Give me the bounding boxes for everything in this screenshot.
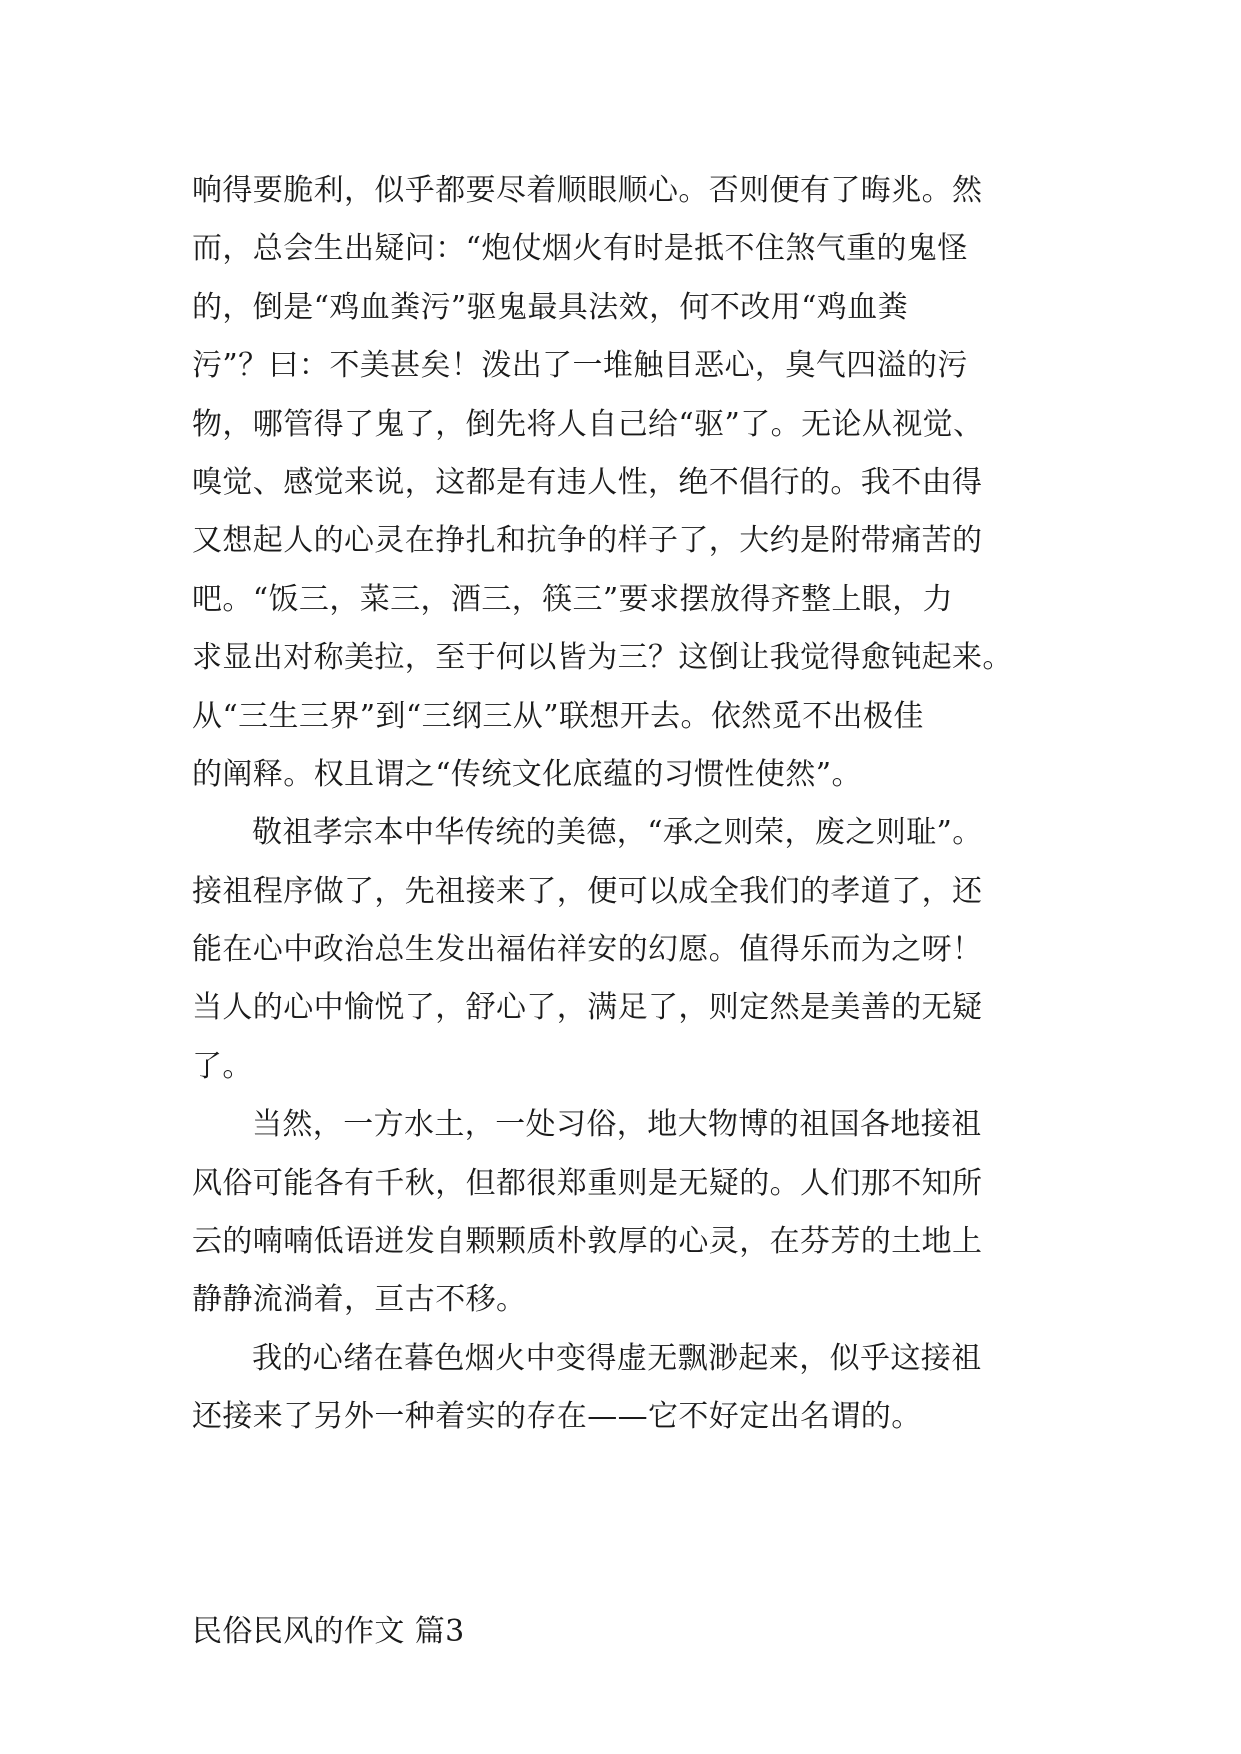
section-heading: 民俗民风的作文 篇3 [192,1614,465,1649]
text-line: 又想起人的心灵在挣扎和抗争的样子了，大约是附带痛苦的 [192,523,983,559]
text-line: 云的喃喃低语迸发自颗颗质朴敦厚的心灵，在芬芳的土地上 [192,1224,983,1260]
text-line: 污”？曰：不美甚矣！泼出了一堆触目恶心，臭气四溢的污 [192,348,968,384]
text-line: 能在心中政治总生发出福佑祥安的幻愿。值得乐而为之呀！ [192,932,983,968]
paragraph-start-line: 当然，一方水土，一处习俗，地大物博的祖国各地接祖 [252,1107,982,1143]
text-line: 响得要脆利，似乎都要尽着顺眼顺心。否则便有了晦兆。然 [192,173,983,208]
text-line: 静静流淌着，亘古不移。 [192,1282,527,1318]
text-line: 接祖程序做了，先祖接来了，便可以成全我们的孝道了，还 [192,873,983,909]
text-line: 物，哪管得了鬼了，倒先将人自己给“驱”了。无论从视觉、 [192,406,984,442]
document-body [192,162,1052,1447]
text-line: 嗅觉、感觉来说，这都是有违人性，绝不倡行的。我不由得 [192,464,983,500]
text-line: 风俗可能各有千秋，但都很郑重则是无疑的。人们那不知所 [192,1165,983,1201]
text-line: 吧。“饭三，菜三，酒三，筷三”要求摆放得齐整上眼，力 [192,581,954,617]
paragraph-start-line: 敬祖孝宗本中华传统的美德，“承之则荣，废之则耻”。 [252,815,983,851]
text-line: 的，倒是“鸡血粪污”驱鬼最具法效，何不改用“鸡血粪 [192,289,909,325]
text-line: 求显出对称美拉，至于何以皆为三？这倒让我觉得愈钝起来。 [192,640,1013,676]
paragraph-start-line: 我的心绪在暮色烟火中变得虚无飘渺起来，似乎这接祖 [252,1340,982,1376]
text-line: 的阐释。权且谓之“传统文化底蕴的习惯性使然”。 [192,756,862,792]
text-line: 当人的心中愉悦了，舒心了，满足了，则定然是美善的无疑 [192,990,983,1026]
text-line: 而，总会生出疑问：“炮仗烟火有时是抵不住煞气重的鬼怪 [192,231,968,267]
text-line: 还接来了另外一种着实的存在——它不好定出名谓的。 [192,1399,922,1435]
text-line: 从“三生三界”到“三纲三从”联想开去。依然觅不出极佳 [192,698,924,734]
text-line: 了。 [192,1048,253,1084]
